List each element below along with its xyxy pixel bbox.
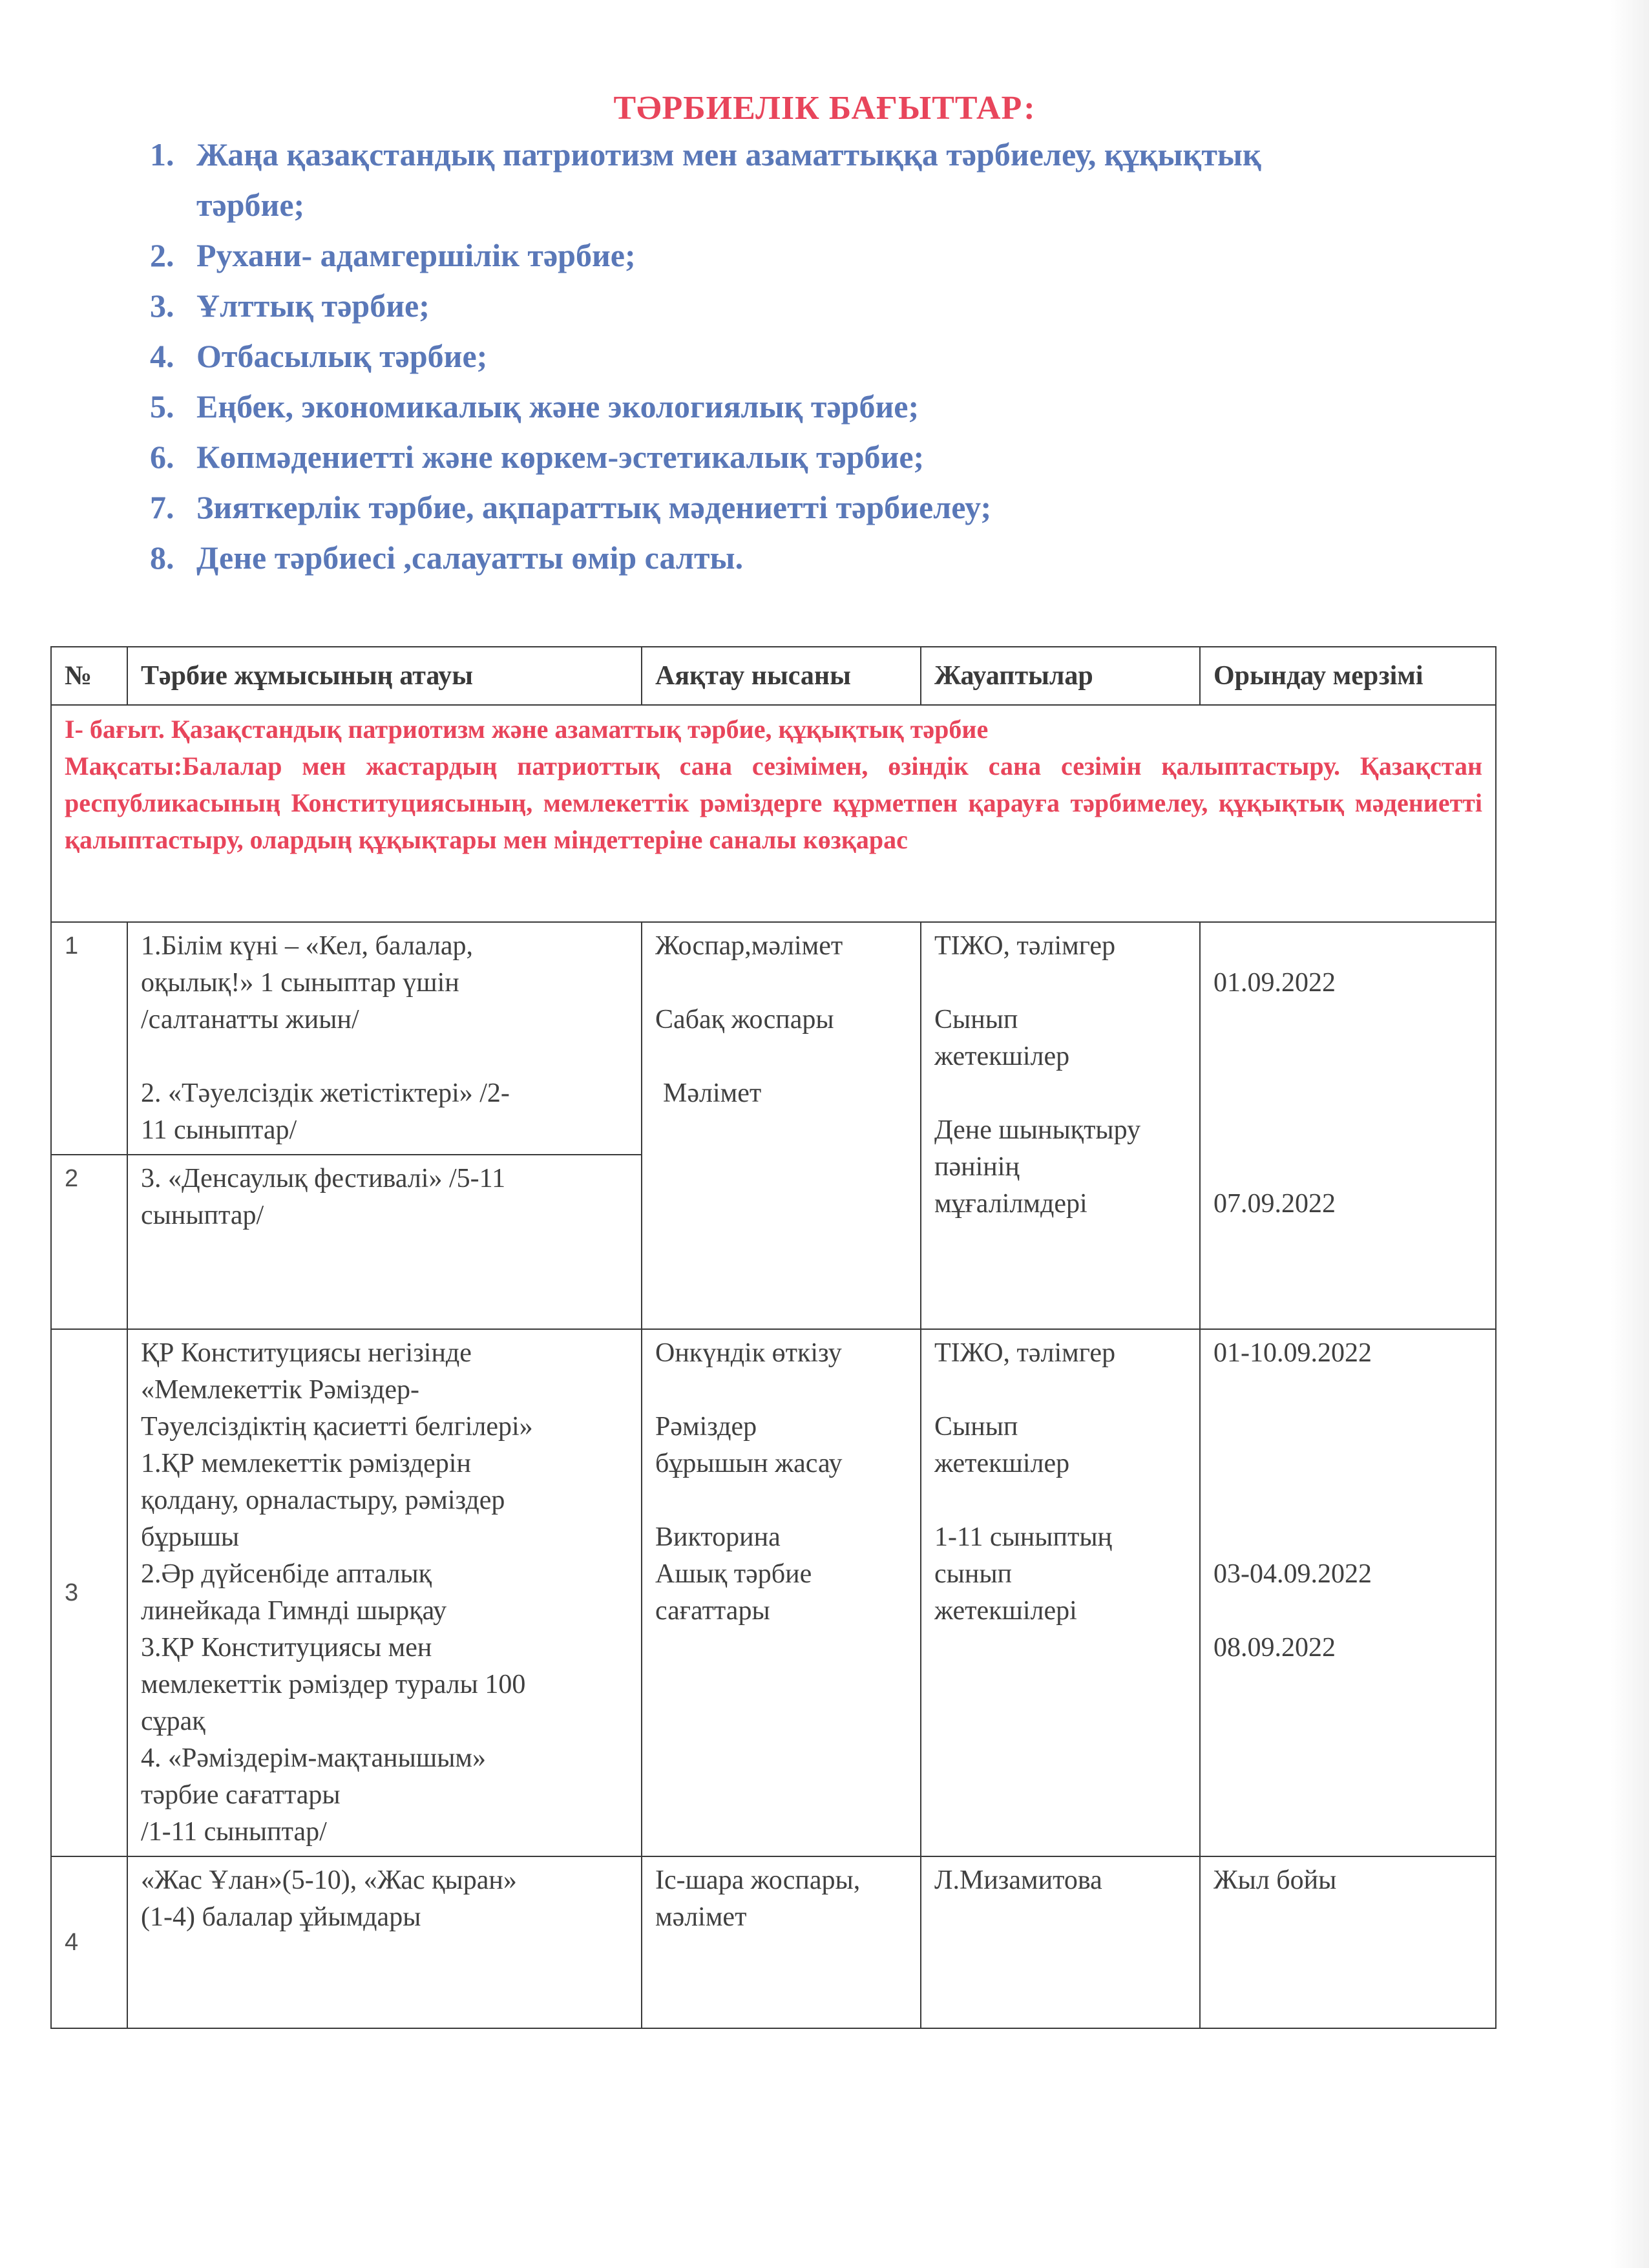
direction-item: 8. Дене тәрбиесі ,салауатты өмір салты.	[150, 540, 744, 576]
section-heading: І- бағыт. Қазақстандық патриотизм және азаматтық тәрбие, құқықтық тәрбие	[65, 715, 989, 744]
header-number: №	[51, 647, 127, 705]
activity-name: «Жас Ұлан»(5-10), «Жас қыран» (1-4) балалар ұйымдары	[127, 1856, 642, 2028]
table-row	[51, 922, 1496, 1155]
header-form: Аяқтау нысаны	[642, 647, 921, 705]
directions-list	[150, 129, 1533, 583]
completion-form: Жоспар,мәлімет Сабақ жоспары Мәлімет	[642, 922, 921, 1329]
direction-item: 6. Көпмәдениетті және көркем-эстетикалық тәрбие;	[150, 439, 925, 475]
direction-item: 7. Зияткерлік тәрбие, ақпараттық мәдениетті тәрбиелеу;	[150, 489, 992, 525]
responsible: Л.Мизамитова	[921, 1856, 1200, 2028]
responsible: ТІЖО, тәлімгер Сынып жетекшілер 1-11 сыныптың сынып жетекшілері	[921, 1329, 1200, 1856]
scan-edge-shadow	[1610, 0, 1649, 2268]
direction-item: 3. Ұлттық тәрбие;	[150, 288, 430, 324]
header-responsible: Жауаптылар	[921, 647, 1200, 705]
table-row	[51, 1856, 1496, 2028]
direction-item: 4. Отбасылық тәрбие;	[150, 338, 488, 374]
page-title: ТӘРБИЕЛІК БАҒЫТТАР:	[613, 90, 1036, 127]
completion-form: Іс-шара жоспары, мәлімет	[642, 1856, 921, 2028]
section-cell	[51, 705, 1496, 922]
table-header-row	[51, 647, 1496, 705]
responsible: ТІЖО, тәлімгер Сынып жетекшілер Дене шынықтыру пәнінің мұғалілмдері	[921, 922, 1200, 1329]
activity-name: 3. «Денсаулық фестивалі» /5-11 сыныптар/	[127, 1155, 642, 1329]
activity-name: 1.Білім күні – «Кел, балалар, оқылық!» 1 сыныптар үшін /салтанатты жиын/ 2. «Тәуелсіздік жетістіктері» /2- 11 сыныптар/	[127, 922, 642, 1155]
completion-form: Онкүндік өткізу Рәміздер бұрышын жасау Викторина Ашық тәрбие сағаттары	[642, 1329, 921, 1856]
section-row	[51, 705, 1496, 922]
direction-item: 2. Рухани- адамгершілік тәрбие;	[150, 237, 636, 273]
deadline: 01-10.09.2022 03-04.09.2022 08.09.2022	[1200, 1329, 1496, 1856]
deadline: 01.09.2022 07.09.2022	[1200, 922, 1496, 1329]
row-number: 2	[51, 1155, 127, 1329]
row-number: 1	[51, 922, 127, 1155]
deadline: Жыл бойы	[1200, 1856, 1496, 2028]
activity-name: ҚР Конституциясы негізінде «Мемлекеттік Рәміздер- Тәуелсіздіктің қасиетті белгілері» 1.ҚР мемлекеттік рәміздерін қолдану, орналастыру, рәміздер бұрышы 2.Әр дүйсенбіде апталық линейкада Гимнді шырқау 3.ҚР Конституциясы мен мемлекеттік рәміздер туралы 100 сұрақ 4. «Рәміздерім-мақтанышым» тәрбие сағаттары /1-11 сыныптар/	[127, 1329, 642, 1856]
row-number: 3	[51, 1329, 127, 1856]
header-name: Тәрбие жұмысының атауы	[127, 647, 642, 705]
plan-table	[50, 646, 1497, 2029]
table-row	[51, 1329, 1496, 1856]
row-number: 4	[51, 1856, 127, 2028]
section-goal: Мақсаты:Балалар мен жастардың патриоттық сана сезімімен, өзіндік сана сезімін қалыптастыру. Қазақстан республикасының Конституциясының, мемлекеттік рәміздерге құрметпен қарауға тәрбимелеу, құқықтық мәдениетті қалыптастыру, олардың құқықтары мен міндеттеріне саналы көзқарас	[65, 751, 1482, 854]
header-deadline: Орындау мерзімі	[1200, 647, 1496, 705]
direction-item: 1. Жаңа қазақстандық патриотизм мен азаматтыққа тәрбиелеу, құқықтық тәрбие;	[150, 136, 1261, 223]
direction-item: 5. Еңбек, экономикалық және экологиялық тәрбие;	[150, 388, 919, 425]
